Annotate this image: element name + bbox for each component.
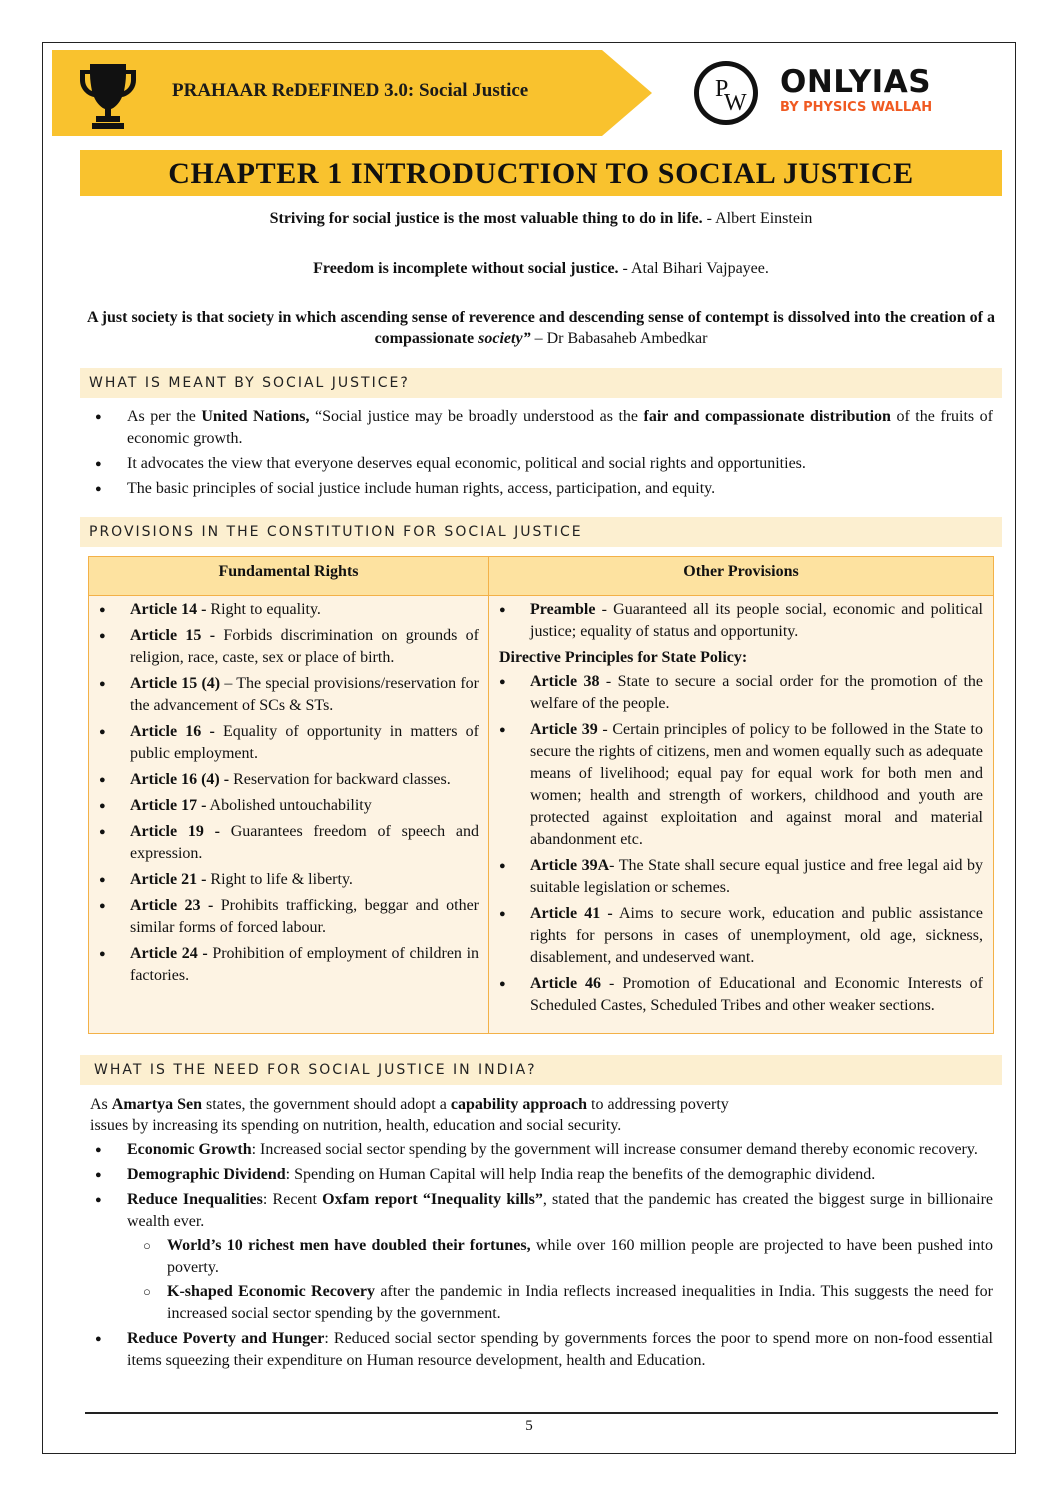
quote-einstein: Striving for social justice is the most valuable thing to do in life. - Albert Einstein bbox=[269, 210, 813, 227]
col-header-fundamental-rights: Fundamental Rights bbox=[218, 563, 359, 580]
list-item: ● Demographic Dividend: Spending on Human Capital will help India reap the benefits of the demographic dividend. bbox=[90, 1164, 993, 1186]
col-header-other-provisions: Other Provisions bbox=[683, 563, 799, 580]
need-intro: As Amartya Sen states, the government should adopt a capability approach to addressing poverty issues by increasing its spending on nutrition, health, education and social security. bbox=[90, 1096, 729, 1134]
section-meaning-body bbox=[90, 406, 993, 503]
table-row: ● Article 39A- The State shall secure equal justice and free legal aid by suitable legislation or schemes. bbox=[489, 855, 983, 899]
table-row: ● Article 41 - Aims to secure work, education and public assistance rights for persons in cases of unemployment, old age, sickness, disablement, and undeserved want. bbox=[489, 903, 983, 969]
sub-list-item: ○ World’s 10 richest men have doubled their fortunes, while over 160 million people are projected to have been pushed into poverty. bbox=[127, 1235, 993, 1279]
list-item: ● It advocates the view that everyone deserves equal economic, political and social rights and opportunities. bbox=[90, 453, 993, 475]
page-number: 5 bbox=[525, 1418, 533, 1434]
provisions-table bbox=[88, 556, 994, 1034]
pw-logo bbox=[693, 60, 759, 126]
section-need-body bbox=[90, 1094, 993, 1375]
table-row: ● Article 16 (4) - Reservation for backward classes. bbox=[89, 769, 479, 791]
table-row: ● Article 38 - State to secure a social order for the promotion of the welfare of the people. bbox=[489, 671, 983, 715]
section-heading-need: WHAT IS THE NEED FOR SOCIAL JUSTICE IN INDIA? bbox=[80, 1055, 1002, 1085]
table-row: ● Article 14 - Right to equality. bbox=[89, 599, 479, 621]
list-item: ● The basic principles of social justice include human rights, access, participation, and equity. bbox=[90, 478, 993, 500]
brand-subtitle: BY PHYSICS WALLAH bbox=[780, 100, 933, 115]
table-row: ● Article 39 - Certain principles of policy to be followed in the State to secure the rights of citizens, men and women equally such as adequate means of livelihood; equal pay for equal work for both men and women; health and strength of workers, childhood and youth are protected against exploitation and against moral and material abandonment etc. bbox=[489, 719, 983, 851]
brand-logo bbox=[780, 66, 932, 116]
list-item: ● Economic Growth: Increased social sector spending by the government will increase consumer demand thereby economic recovery. bbox=[90, 1139, 993, 1161]
section-heading-provisions: PROVISIONS IN THE CONSTITUTION FOR SOCIAL JUSTICE bbox=[80, 517, 1002, 547]
list-item: ● Reduce Poverty and Hunger: Reduced social sector spending by governments forces the poor to spend more on non-food essential items squeezing their expenditure on Human resource development, health and Education. bbox=[90, 1328, 993, 1372]
table-row: ● Article 24 - Prohibition of employment of children in factories. bbox=[89, 943, 479, 987]
svg-text:P: P bbox=[715, 76, 729, 102]
section-heading-meaning: WHAT IS MEANT BY SOCIAL JUSTICE? bbox=[80, 368, 1002, 398]
list-item: ● Reduce Inequalities: Recent Oxfam report “Inequality kills”, stated that the pandemic has created the biggest surge in billionaire wealth ever. ○ World’s 10 richest men have doubled their fortunes, while over 160 million people are projected to have been pushed into poverty. ○ K-shaped Economic Recovery after the pandemic in India reflects increased inequalities in India. This suggests the need for increased social sector spending by the government. bbox=[90, 1189, 993, 1325]
table-row: ● Article 21 - Right to life & liberty. bbox=[89, 869, 479, 891]
dpsp-heading: Directive Principles for State Policy: bbox=[499, 649, 748, 666]
footer-divider bbox=[85, 1412, 998, 1414]
fundamental-rights-column bbox=[89, 599, 479, 991]
table-row: ● Article 19 - Guarantees freedom of speech and expression. bbox=[89, 821, 479, 865]
table-row: ● Article 17 - Abolished untouchability bbox=[89, 795, 479, 817]
brand-name: ONLYIAS bbox=[780, 64, 932, 100]
table-row: ● Article 15 (4) – The special provisions/reservation for the advancement of SCs & STs. bbox=[89, 673, 479, 717]
quote-vajpayee: Freedom is incomplete without social justice. - Atal Bihari Vajpayee. bbox=[313, 260, 769, 277]
table-row: ● Preamble - Guaranteed all its people social, economic and political justice; equality of status and opportunity. bbox=[489, 599, 983, 643]
chapter-title: CHAPTER 1 INTRODUCTION TO SOCIAL JUSTICE bbox=[80, 150, 1002, 196]
quote-ambedkar: A just society is that society in which ascending sense of reverence and descending sense of contempt is dissolved into the creation of a compassionate society” – Dr Babasaheb Ambedkar bbox=[87, 309, 995, 347]
table-row: ● Article 15 - Forbids discrimination on grounds of religion, race, caste, sex or place of birth. bbox=[89, 625, 479, 669]
sub-list-item: ○ K-shaped Economic Recovery after the pandemic in India reflects increased inequalities in India. This suggests the need for increased social sector spending by the government. bbox=[127, 1281, 993, 1325]
trophy-icon bbox=[76, 60, 140, 130]
other-provisions-column bbox=[489, 599, 983, 1021]
table-row: ● Article 16 - Equality of opportunity in matters of public employment. bbox=[89, 721, 479, 765]
svg-text:W: W bbox=[724, 90, 747, 116]
header-title: PRAHAAR ReDEFINED 3.0: Social Justice bbox=[172, 80, 529, 101]
list-item: ● As per the United Nations, “Social justice may be broadly understood as the fair and compassionate distribution of the fruits of economic growth. bbox=[90, 406, 993, 450]
table-row: ● Article 23 - Prohibits trafficking, beggar and other similar forms of forced labour. bbox=[89, 895, 479, 939]
table-row: ● Article 46 - Promotion of Educational and Economic Interests of Scheduled Castes, Scheduled Tribes and other weaker sections. bbox=[489, 973, 983, 1017]
